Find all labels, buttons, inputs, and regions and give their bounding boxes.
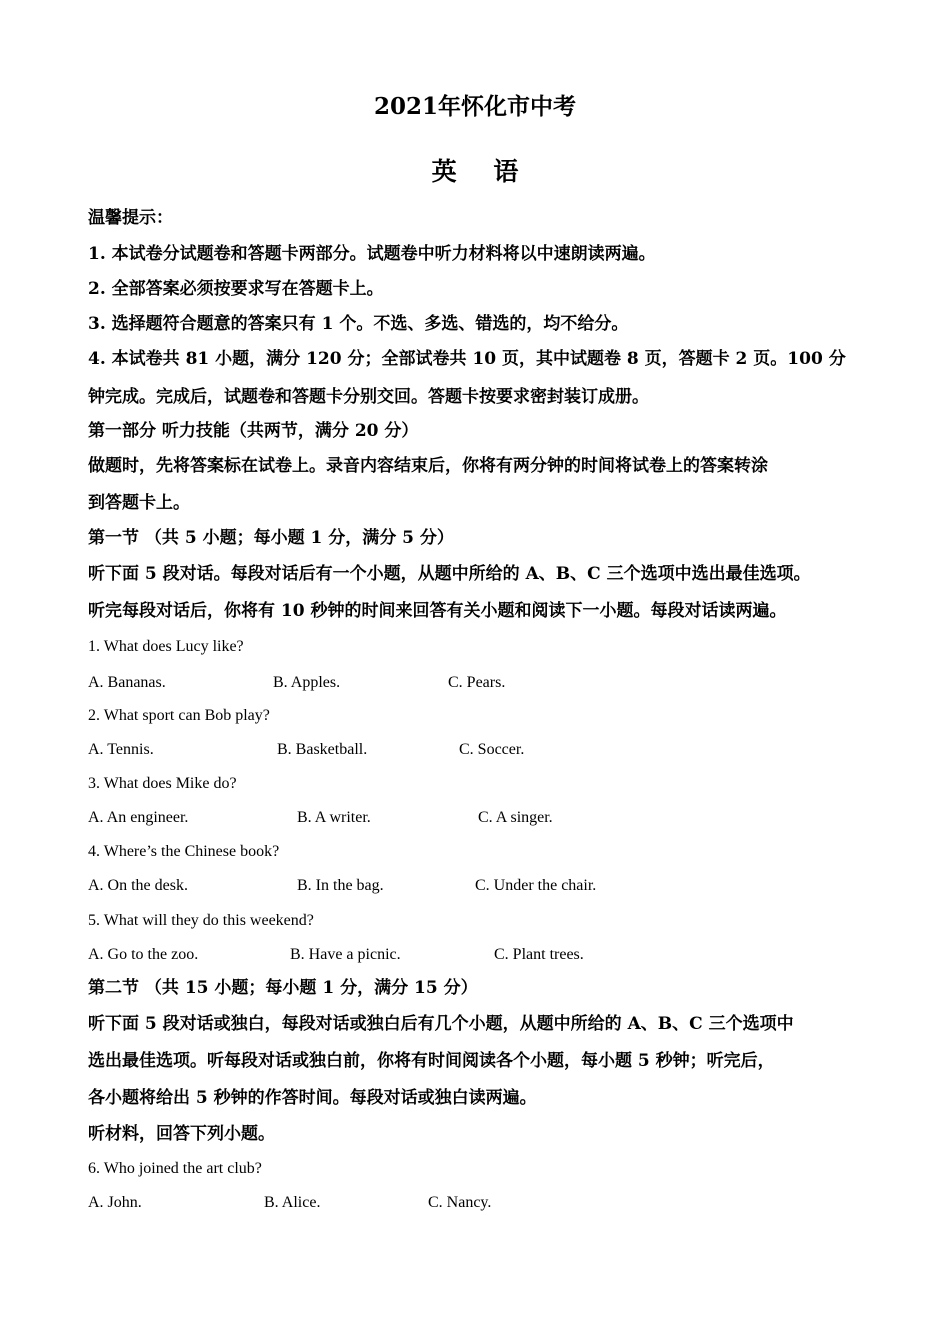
question-text: 5. What will they do this weekend? <box>88 912 314 929</box>
option-c: C. A singer. <box>478 809 553 826</box>
option-b: B. A writer. <box>297 809 371 826</box>
option-c: C. Under the chair. <box>475 877 597 894</box>
subject-title: 英 语 <box>431 157 533 186</box>
option-a: A. On the desk. <box>88 877 188 894</box>
question-text: 4. Where’s the Chinese book? <box>88 843 280 860</box>
section2-instruction: 选出最佳选项。听每段对话或独白前，你将有时间阅读各个小题，每小题 5 秒钟；听完后， <box>88 1051 775 1071</box>
option-a: A. Bananas. <box>88 674 166 691</box>
option-b: B. Basketball. <box>277 741 368 758</box>
question-text: 1. What does Lucy like? <box>88 638 244 655</box>
option-a: A. An engineer. <box>88 809 189 826</box>
section2-heading: 第二节 （共 15 小题；每小题 1 分，满分 15 分） <box>88 978 478 998</box>
tips-heading: 温馨提示： <box>88 208 173 228</box>
section1-instruction: 听完每段对话后，你将有 10 秒钟的时间来回答有关小题和阅读下一小题。每段对话读两遍。 <box>88 601 787 621</box>
section1-heading: 第一节 （共 5 小题；每小题 1 分，满分 5 分） <box>88 528 454 548</box>
part1-instruction: 做题时，先将答案标在试卷上。录音内容结束后，你将有两分钟的时间将试卷上的答案转涂 <box>88 456 768 476</box>
option-c: C. Soccer. <box>459 741 525 758</box>
question-text: 2. What sport can Bob play? <box>88 707 270 724</box>
option-c: C. Pears. <box>448 674 506 691</box>
option-a: A. John. <box>88 1194 142 1211</box>
option-b: B. Have a picnic. <box>290 946 401 963</box>
tip-line: 3. 选择题符合题意的答案只有 1 个。不选、多选、错选的，均不给分。 <box>88 314 629 334</box>
option-c: C. Nancy. <box>428 1194 492 1211</box>
tip-line: 钟完成。完成后，试题卷和答题卡分别交回。答题卡按要求密封装订成册。 <box>88 387 649 407</box>
tip-line: 4. 本试卷共 81 小题，满分 120 分；全部试卷共 10 页，其中试题卷 8 页，答题卡 2 页。100 分 <box>88 349 846 369</box>
part1-heading: 第一部分 听力技能（共两节，满分 20 分） <box>88 421 419 441</box>
option-b: B. In the bag. <box>297 877 384 894</box>
option-a: A. Tennis. <box>88 741 154 758</box>
question-text: 6. Who joined the art club? <box>88 1160 262 1177</box>
option-b: B. Apples. <box>273 674 341 691</box>
section2-instruction: 听下面 5 段对话或独白，每段对话或独白后有几个小题，从题中所给的 A、B、C 三个选项中 <box>88 1014 794 1034</box>
part1-instruction: 到答题卡上。 <box>88 493 190 513</box>
exam-title: 2021年怀化市中考 <box>373 93 576 120</box>
question-text: 3. What does Mike do? <box>88 775 237 792</box>
tip-line: 1. 本试卷分试题卷和答题卡两部分。试题卷中听力材料将以中速朗读两遍。 <box>88 244 656 264</box>
tip-line: 2. 全部答案必须按要求写在答题卡上。 <box>88 279 384 299</box>
option-b: B. Alice. <box>264 1194 321 1211</box>
section2-prompt: 听材料，回答下列小题。 <box>88 1124 275 1144</box>
option-a: A. Go to the zoo. <box>88 946 199 963</box>
section2-instruction: 各小题将给出 5 秒钟的作答时间。每段对话或独白读两遍。 <box>88 1088 537 1108</box>
option-c: C. Plant trees. <box>494 946 584 963</box>
section1-instruction: 听下面 5 段对话。每段对话后有一个小题，从题中所给的 A、B、C 三个选项中选出最佳选项。 <box>88 564 811 584</box>
